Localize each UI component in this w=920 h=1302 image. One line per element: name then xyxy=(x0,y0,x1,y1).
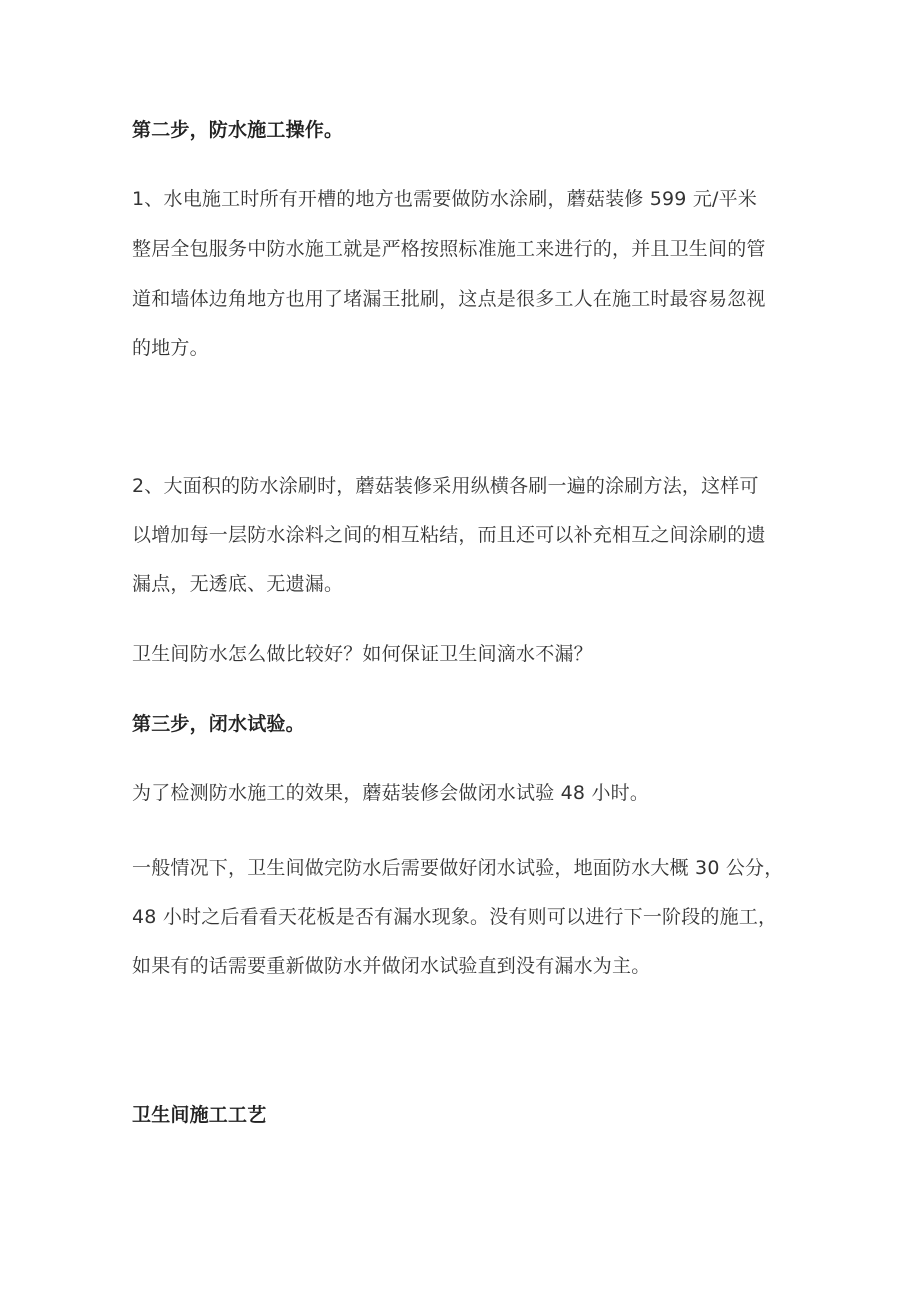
para3-line: 为了检测防水施工的效果，蘑菇装修会做闭水试验 48 小时。 xyxy=(132,782,650,804)
para4-line-2: 48 小时之后看看天花板是否有漏水现象。没有则可以进行下一阶段的施工， xyxy=(132,906,778,928)
para2-line-2: 以增加每一层防水涂料之间的相互粘结，而且还可以补充相互之间涂刷的遗 xyxy=(132,524,766,546)
para1-line-1: 1、水电施工时所有开槽的地方也需要做防水涂刷，蘑菇装修 599 元/平米 xyxy=(132,188,758,210)
para1-line-3: 道和墙体边角地方也用了堵漏王批刷，这点是很多工人在施工时最容易忽视 xyxy=(132,288,766,310)
para2-line-1: 2、大面积的防水涂刷时，蘑菇装修采用纵横各刷一遍的涂刷方法，这样可 xyxy=(132,475,759,497)
step2-heading: 第二步，防水施工操作。 xyxy=(132,119,344,141)
question-line: 卫生间防水怎么做比较好？如何保证卫生间滴水不漏？ xyxy=(132,643,593,665)
para4-line-1: 一般情况下，卫生间做完防水后需要做好闭水试验，地面防水大概 30 公分， xyxy=(132,857,784,879)
para1-line-4: 的地方。 xyxy=(132,337,209,359)
para4-line-3: 如果有的话需要重新做防水并做闭水试验直到没有漏水为主。 xyxy=(132,955,651,977)
para1-line-2: 整居全包服务中防水施工就是严格按照标准施工来进行的，并且卫生间的管 xyxy=(132,238,766,260)
step3-heading: 第三步，闭水试验。 xyxy=(132,713,305,735)
para2-line-3: 漏点，无透底、无遗漏。 xyxy=(132,573,344,595)
section-heading: 卫生间施工工艺 xyxy=(132,1104,267,1126)
